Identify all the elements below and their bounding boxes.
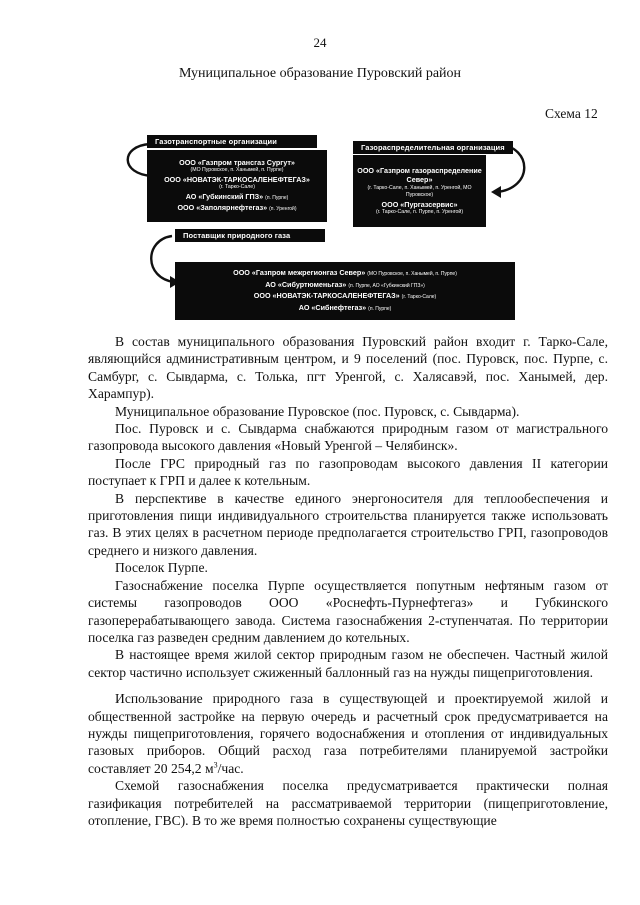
paragraph: В перспективе в качестве единого энергоносителя для теплообеспечения и приготовления пищи индивидуального строительства планируется также использовать газ. В этих целях в расчетном периоде предполагается строительство ГРП, газопроводов среднего и низкого давления. [88,490,608,558]
org-note: (г. Тарко-Сале) [219,184,255,190]
supplier-box [175,262,515,320]
paragraph: Муниципальное образование Пуровское (пос. Пуровск, с. Сывдарма). [115,403,520,419]
org-line: ООО «Заполярнефтегаз» (п. Уренгой) [177,203,297,212]
org-line: АО «Сибуртюменьгаз» (п. Пурпе, АО «Губкинский ГПЗ») [265,279,425,289]
page-number: 24 [313,35,327,50]
body-text [88,333,608,829]
transport-orgs-box [147,150,327,222]
org-line: ООО «НОВАТЭК-ТАРКОСАЛЕНЕФТЕГАЗ» (г. Тарко-Сале) [253,291,437,300]
scheme-label: Схема 12 [545,106,598,121]
distribution-org-box [353,155,486,227]
gas-supply-diagram [0,0,640,330]
org-line: ООО «Газпром межрегионгаз Север» (МО Пуровское, п. Ханымей, п. Пурпе) [233,268,457,277]
paragraph: В настоящее время жилой сектор природным газом не обеспечен. Частный жилой сектор частично использует сжиженный баллонный газ на нужды пищеприготовления. [88,647,608,680]
org-line: АО «Сибнефтегаз» (п. Пурпе) [298,302,392,312]
org-line: ООО «Газпром трансгаз Сургут» [179,157,295,167]
org-line: Север» [406,175,433,184]
org-note: (МО Пуровское, п. Ханымей, п. Пурпе) [190,167,284,173]
paragraph: После ГРС природный газ по газопроводам высокого давления II категории поступает к ГРП и далее к котельным. [88,455,608,489]
org-line: АО «Губкинский ГПЗ» (п. Пурпе) [185,191,289,201]
transport-orgs-header: Газотранспортные организации [147,135,317,148]
paragraph: Пос. Пуровск и с. Сывдарма снабжаются природным газом от магистрального газопровода высокого давления «Новый Уренгой – Челябинск». [88,421,608,454]
paragraph: Использование природного газа в существующей и проектируемой жилой и общественной застройке на первую очередь и расчетный срок предусматривается на нужды пищеприготовления, горячего водоснабжения и отопления от индивидуальных газовых приборов. Общий расход газа потребителями планируемой застройки составляет 20 254,2 $м^3$/час. [88,691,608,776]
org-note: (г. Тарко-Сале, п. Ханымей, п. Уренгой, МО [367,184,472,191]
org-note: (г. Тарко-Сале, п. Пурпе, п. Уренгой) [375,209,464,215]
paragraph: Газоснабжение поселка Пурпе осуществляется попутным нефтяным газом от системы газопроводов ООО «Роснефть-Пурнефтегаз» и Губкинского газоперерабатывающего завода. Система газоснабжения 2-ступенчатая. По территории поселка газ разведен средним давлением до котельных. [88,577,608,645]
distribution-org-header: Газораспределительная организация [353,141,513,154]
org-line: ООО «НОВАТЭК-ТАРКОСАЛЕНЕФТЕГАЗ» [164,174,310,184]
org-line: ООО «Пургазсервис» [381,199,458,209]
paragraph: В состав муниципального образования Пуровский район входит г. Тарко-Сале, являющийся административным центром, и 9 поселений (пос. Пуровск, пос. Пурпе, с. Самбург, с. Сывдарма, с. Толька, пгт Уренгой, с. Халясавэй, пос. Ханымей, дер. Харампур). [88,334,608,402]
supplier-header: Поставщик природного газа [175,229,325,242]
paragraph: Поселок Пурпе. [115,560,208,576]
org-note: Пуровское) [405,192,434,198]
paragraph: Схемой газоснабжения поселка предусматривается практически полная газификация потребителей на рассматриваемой территории (пищеприготовление, отопление, ГВС). В то же время полностью сохранены существующие [88,778,608,828]
org-line: ООО «Газпром газораспределение [357,165,482,175]
page-title: Муниципальное образование Пуровский район [178,66,462,81]
